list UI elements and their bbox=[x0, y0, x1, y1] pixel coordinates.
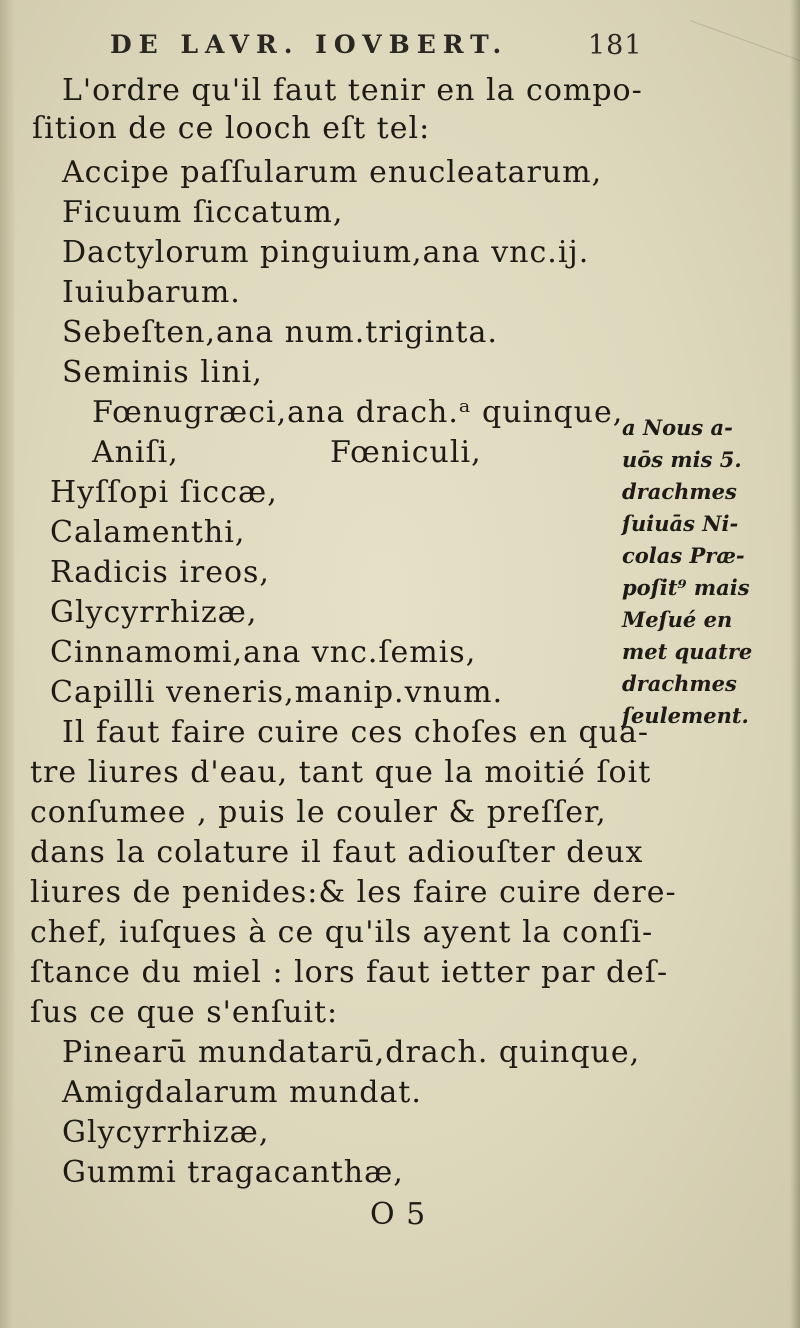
text-line: Sebeſten,ana num.triginta. bbox=[62, 315, 498, 350]
text-line: Ficuum ſiccatum, bbox=[62, 195, 344, 230]
text-line: conſumee , puis le couler & preſſer, bbox=[30, 795, 607, 830]
signature-mark: O 5 bbox=[370, 1197, 427, 1232]
text-line: Accipe paſſularum enucleatarum, bbox=[62, 155, 603, 190]
text-line: Cinnamomi,ana vnc.ſemis, bbox=[50, 635, 477, 670]
text-line: Fœnugræci,ana drach.ᵃ quinque, bbox=[92, 395, 624, 430]
text-line: Hyſſopi ſiccæ, bbox=[50, 475, 278, 510]
text-line: Fœniculi, bbox=[330, 435, 482, 470]
margin-note-line: ſeulement. bbox=[622, 703, 749, 728]
text-line: Iuiubarum. bbox=[62, 275, 241, 310]
paper-fold bbox=[690, 0, 800, 61]
margin-note-line: colas Præ- bbox=[622, 543, 745, 568]
page-gutter bbox=[0, 0, 14, 1328]
text-line: Glycyrrhizæ, bbox=[50, 595, 258, 630]
page-edge bbox=[790, 0, 800, 1328]
margin-note-line: Meſué en bbox=[622, 607, 733, 632]
text-line: Calamenthi, bbox=[50, 515, 246, 550]
text-line: Il faut faire cuire ces choſes en qua- bbox=[62, 715, 650, 750]
text-line: liures de penides:& les faire cuire dere- bbox=[30, 875, 677, 910]
text-line: Dactylorum pinguium,ana vnc.ij. bbox=[62, 235, 590, 270]
text-line: ſition de ce looch eſt tel: bbox=[32, 111, 431, 146]
text-line: tre liures d'eau, tant que la moitié ſoit bbox=[30, 755, 652, 790]
margin-note-line: ſuiuās Ni- bbox=[622, 511, 739, 536]
running-title: DE LAVR. IOVBERT. bbox=[110, 30, 509, 59]
text-line: Amigdalarum mundat. bbox=[62, 1075, 422, 1110]
margin-note-line: drachmes bbox=[622, 479, 737, 504]
text-line: Radicis ireos, bbox=[50, 555, 270, 590]
margin-note-line: drachmes bbox=[622, 671, 737, 696]
text-line: Capilli veneris,manip.vnum. bbox=[50, 675, 504, 710]
text-line: ſus ce que s'enſuit: bbox=[30, 995, 339, 1030]
text-line: Gummi tragacanthæ, bbox=[62, 1155, 404, 1190]
text-line: Seminis lini, bbox=[62, 355, 263, 390]
text-line: dans la colature il faut adiouſter deux bbox=[30, 835, 644, 870]
text-line: L'ordre qu'il faut tenir en la compo- bbox=[62, 73, 643, 108]
text-line: Glycyrrhizæ, bbox=[62, 1115, 270, 1150]
text-line: Aniſi, bbox=[92, 435, 179, 470]
page-number: 181 bbox=[588, 30, 643, 61]
text-line: ſtance du miel : lors faut ietter par deſ- bbox=[30, 955, 669, 990]
margin-note-line: uōs mis 5. bbox=[622, 447, 742, 472]
margin-note-line: met quatre bbox=[622, 639, 753, 664]
margin-note-line: poſit⁹ mais bbox=[622, 575, 750, 600]
text-line: Pinearū mundatarū,drach. quinque, bbox=[62, 1035, 641, 1070]
text-line: chef, iuſques à ce qu'ils ayent la conſi- bbox=[30, 915, 654, 950]
margin-note-line: a Nous a- bbox=[622, 415, 733, 440]
